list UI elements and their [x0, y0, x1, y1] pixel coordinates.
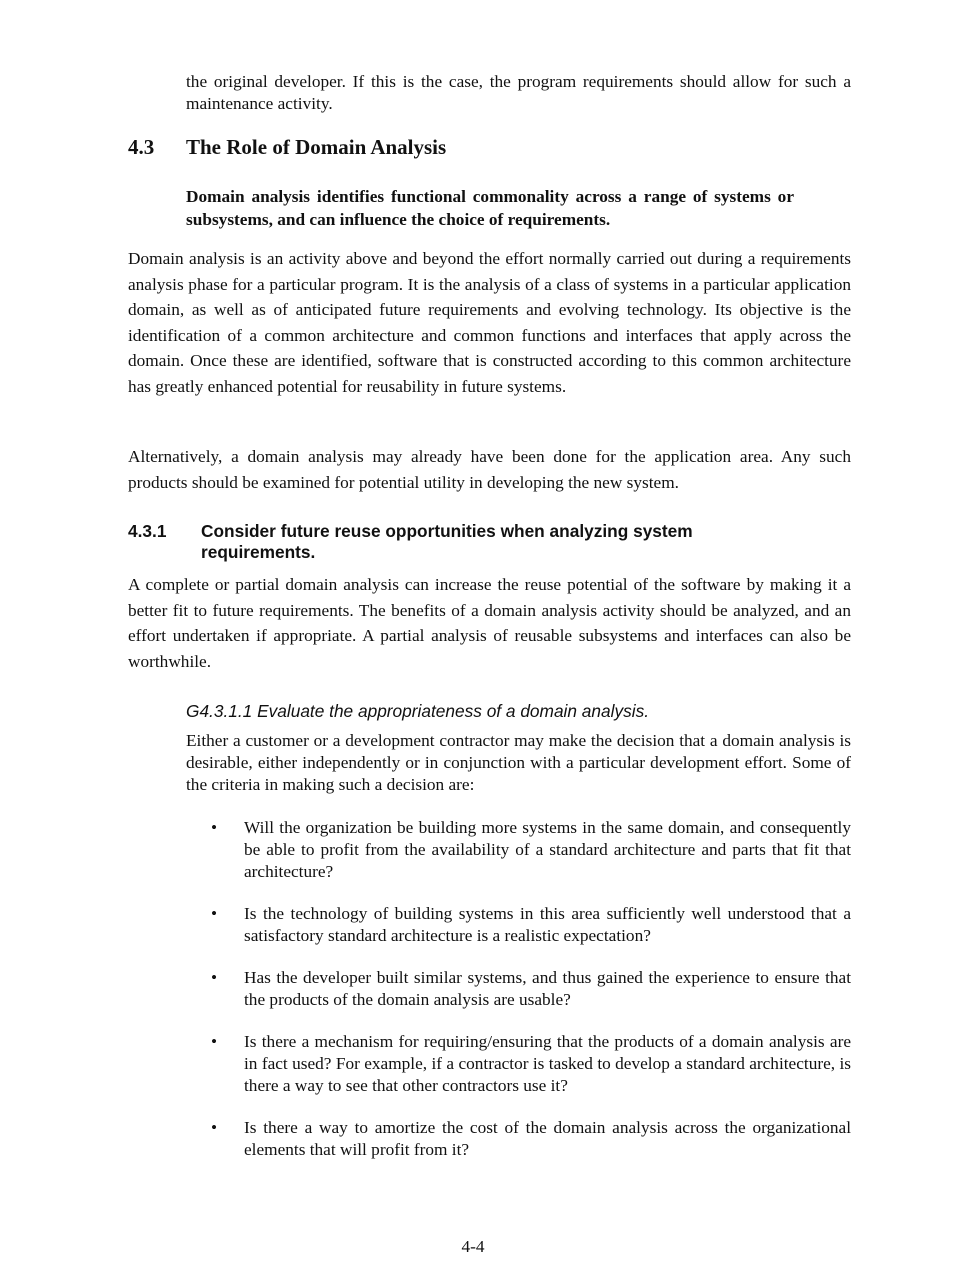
section-number: 4.3: [128, 135, 155, 159]
page-number: 4-4: [461, 1237, 485, 1256]
section-summary: Domain analysis identifies functional commonality across a range of systems or subsystems, and can influence the choice of requirements.: [186, 187, 794, 229]
criteria-bullet-2: [211, 903, 851, 947]
bullet-text: Is there a mechanism for requiring/ensuring that the products of a domain analysis are in fact used? For example, if a contractor is tasked to develop a standard architecture, is there a way to see that other contractors use it?: [244, 1032, 851, 1095]
subsection-heading: [128, 521, 768, 563]
subsection-title: Consider future reuse opportunities when analyzing system requirements.: [201, 521, 693, 562]
bullet-icon: •: [211, 904, 218, 923]
section-paragraph-1: Domain analysis is an activity above and beyond the effort normally carried out during a requirements analysis phase for a particular program. It is the analysis of a class of systems in a particular application domain, as well as of anticipated future requirements and evolving technology. Its objective is the identification of a common architecture and common functions and interfaces that apply across the domain. Once these are identified, software that is constructed according to this common architecture has greatly enhanced potential for reusability in future systems.: [128, 249, 851, 396]
criteria-bullet-3: [211, 967, 851, 1011]
bullet-icon: •: [211, 968, 218, 987]
criteria-bullet-4: [211, 1031, 851, 1097]
subsection-paragraph: A complete or partial domain analysis can increase the reuse potential of the software by making it a better fit to future requirements. The benefits of a domain analysis activity should be analyzed, and an effort undertaken if appropriate. A partial analysis of reusable subsystems and interfaces can also be worthwhile.: [128, 575, 851, 671]
bullet-icon: •: [211, 1032, 218, 1051]
guideline-paragraph: Either a customer or a development contractor may make the decision that a domain analysis is desirable, either independently or in conjunction with a particular development effort. Some of the criteria in making such a decision are:: [186, 731, 851, 794]
subsection-number: 4.3.1: [128, 521, 167, 541]
intro-continuation-paragraph: the original developer. If this is the case, the program requirements should allow for such a maintenance activity.: [186, 72, 851, 113]
criteria-bullet-5: [211, 1117, 851, 1161]
bullet-icon: •: [211, 818, 218, 837]
bullet-text: Will the organization be building more systems in the same domain, and consequently be able to profit from the availability of a standard architecture and parts that fit that architecture?: [244, 818, 851, 881]
section-paragraph-2: Alternatively, a domain analysis may already have been done for the application area. Any such products should be examined for potential utility in developing the new system.: [128, 447, 851, 492]
bullet-text: Is there a way to amortize the cost of the domain analysis across the organizational elements that will profit from it?: [244, 1118, 851, 1159]
section-title: The Role of Domain Analysis: [186, 135, 447, 159]
section-heading: [128, 134, 851, 160]
guideline-title: G4.3.1.1 Evaluate the appropriateness of a domain analysis.: [186, 701, 650, 721]
criteria-bullet-1: [211, 817, 851, 883]
bullet-text: Has the developer built similar systems, and thus gained the experience to ensure that the products of the domain analysis are usable?: [244, 968, 851, 1009]
bullet-icon: •: [211, 1118, 218, 1137]
bullet-text: Is the technology of building systems in this area sufficiently well understood that a satisfactory standard architecture is a realistic expectation?: [244, 904, 851, 945]
